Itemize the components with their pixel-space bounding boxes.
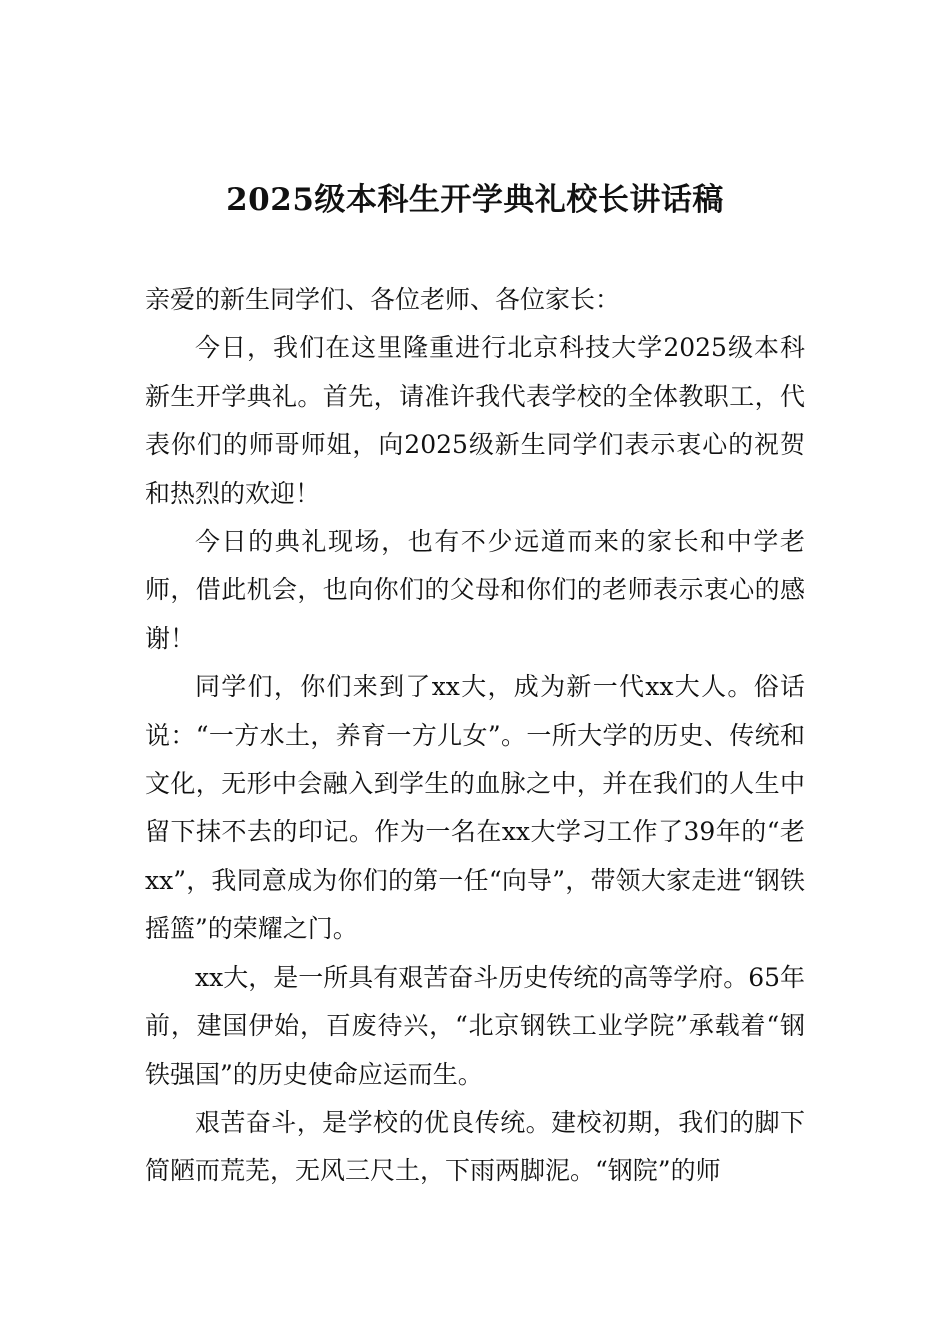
paragraph: 艰苦奋斗，是学校的优良传统。建校初期，我们的脚下简陋而荒芜，无风三尺土，下雨两脚泥。“钢院”的师 bbox=[145, 1107, 805, 1186]
paragraph: 今日，我们在这里隆重进行北京科技大学2025级本科新生开学典礼。首先，请准许我代表学校的全体教职工，代表你们的师哥师姐，向2025级新生同学们表示衷心的祝贺和热烈的欢迎！ bbox=[145, 333, 805, 508]
document-body bbox=[145, 276, 805, 1196]
paragraph: 同学们，你们来到了xx大，成为新一代xx大人。俗话说：“一方水土，养育一方儿女”。一所大学的历史、传统和文化，无形中会融入到学生的血脉之中，并在我们的人生中留下抹不去的印记。作为一名在xx大学习工作了39年的“老xx”，我同意成为你们的第一任“向导”，带领大家走进“钢铁摇篮”的荣耀之门。 bbox=[145, 672, 805, 944]
salutation: 亲爱的新生同学们、各位老师、各位家长： bbox=[145, 285, 621, 314]
document-title: 2025级本科生开学典礼校长讲话稿 bbox=[226, 182, 724, 218]
paragraph: xx大，是一所具有艰苦奋斗历史传统的高等学府。65年前，建国伊始，百废待兴，“北京钢铁工业学院”承载着“钢铁强国”的历史使命应运而生。 bbox=[145, 962, 806, 1089]
paragraph: 今日的典礼现场，也有不少远道而来的家长和中学老师，借此机会，也向你们的父母和你们的老师表示衷心的感谢！ bbox=[145, 527, 805, 653]
